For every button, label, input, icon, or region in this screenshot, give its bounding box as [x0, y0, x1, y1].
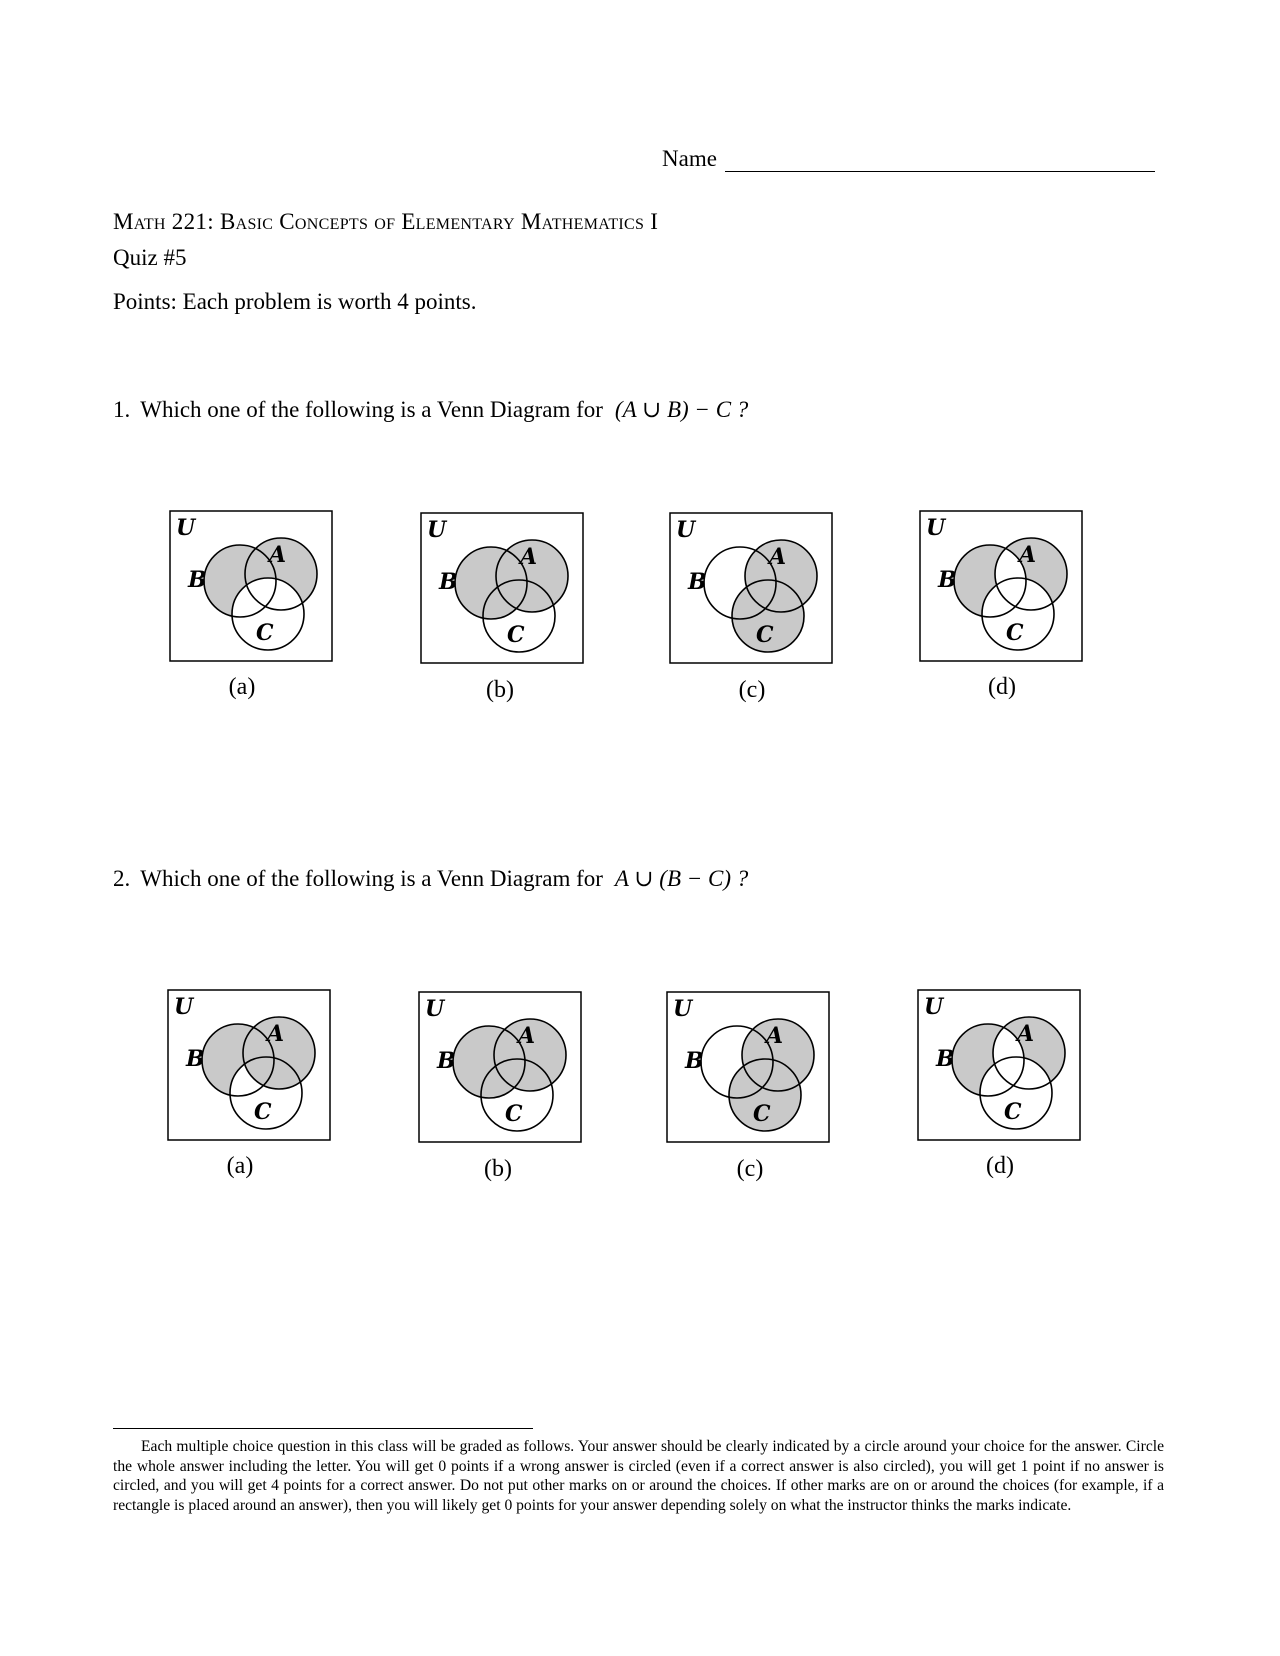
label-b: B: [437, 1048, 456, 1074]
option-label-a[interactable]: (a): [228, 674, 256, 700]
label-b: B: [439, 569, 458, 595]
question-expression: A ∪ (B − C) ?: [614, 866, 749, 891]
label-b: B: [688, 569, 707, 595]
venn-option-d[interactable]: [919, 510, 1083, 667]
label-a: A: [267, 1021, 285, 1047]
label-b: B: [685, 1048, 704, 1074]
label-a: A: [269, 542, 287, 568]
course-title: Math 221: Basic Concepts of Elementary Mathematics I: [113, 209, 659, 234]
venn-diagram: [669, 512, 833, 664]
name-blank-line[interactable]: [725, 149, 1155, 172]
venn-option-c[interactable]: [666, 991, 830, 1148]
label-c: C: [753, 1101, 771, 1127]
label-u: U: [926, 515, 946, 541]
question-number: 1.: [113, 397, 131, 422]
label-u: U: [924, 994, 944, 1020]
option-label-b[interactable]: (b): [486, 677, 514, 703]
label-a: A: [520, 544, 538, 570]
venn-option-a[interactable]: [167, 989, 331, 1146]
venn-diagram: [167, 989, 331, 1141]
label-u: U: [673, 996, 693, 1022]
venn-option-c[interactable]: [669, 512, 833, 669]
label-u: U: [425, 996, 445, 1022]
label-a: A: [766, 1023, 784, 1049]
venn-option-d[interactable]: [917, 989, 1081, 1146]
venn-option-b[interactable]: [420, 512, 584, 669]
label-c: C: [505, 1101, 523, 1127]
label-c: C: [256, 620, 274, 646]
label-b: B: [938, 567, 957, 593]
label-c: C: [507, 622, 525, 648]
label-a: A: [518, 1023, 536, 1049]
points-text: Points: Each problem is worth 4 points.: [113, 289, 477, 314]
footnote: Each multiple choice question in this class will be graded as follows. Your answer should be clearly indicated by a circle around your choice for the answer. Circle the whole answer including the letter. You will get 0 points if a wrong answer is circled (even if a correct answer is also circled), you will get 1 point if no answer is circled, and you will get 4 points for a correct answer. Do not put other marks on or around the choices. If other marks are on or around the choices (for example, if a rectangle is placed around an answer), then you will likely get 0 points for your answer depending solely on what the instructor thinks the marks indicate.: [113, 1438, 1164, 1514]
name-label: Name: [662, 146, 717, 171]
label-b: B: [936, 1046, 955, 1072]
option-label-a[interactable]: (a): [226, 1153, 254, 1179]
name-field[interactable]: [662, 146, 1155, 172]
venn-option-a[interactable]: [169, 510, 333, 667]
venn-option-b[interactable]: [418, 991, 582, 1148]
question-number: 2.: [113, 866, 131, 891]
label-a: A: [1017, 1021, 1035, 1047]
label-c: C: [756, 622, 774, 648]
question-expression: (A ∪ B) − C ?: [614, 397, 749, 422]
label-u: U: [676, 517, 696, 543]
label-c: C: [1004, 1099, 1022, 1125]
label-b: B: [186, 1046, 205, 1072]
label-a: A: [769, 544, 787, 570]
label-c: C: [1006, 620, 1024, 646]
question-text: Which one of the following is a Venn Diagram for: [140, 866, 603, 891]
footnote-divider: [113, 1428, 533, 1429]
question-1: [113, 397, 748, 423]
label-u: U: [427, 517, 447, 543]
quiz-label: Quiz #5: [113, 245, 187, 270]
label-u: U: [174, 994, 194, 1020]
venn-diagram: [169, 510, 333, 662]
venn-diagram: [420, 512, 584, 664]
label-a: A: [1019, 542, 1037, 568]
option-label-c[interactable]: (c): [738, 677, 766, 703]
label-c: C: [254, 1099, 272, 1125]
label-b: B: [188, 567, 207, 593]
question-text: Which one of the following is a Venn Diagram for: [140, 397, 603, 422]
venn-diagram: [418, 991, 582, 1143]
option-label-d[interactable]: (d): [986, 1153, 1014, 1179]
option-label-d[interactable]: (d): [988, 674, 1016, 700]
label-u: U: [176, 515, 196, 541]
venn-diagram: [919, 510, 1083, 662]
venn-diagram: [917, 989, 1081, 1141]
venn-diagram: [666, 991, 830, 1143]
option-label-b[interactable]: (b): [484, 1156, 512, 1182]
question-2: [113, 866, 748, 892]
option-label-c[interactable]: (c): [736, 1156, 764, 1182]
